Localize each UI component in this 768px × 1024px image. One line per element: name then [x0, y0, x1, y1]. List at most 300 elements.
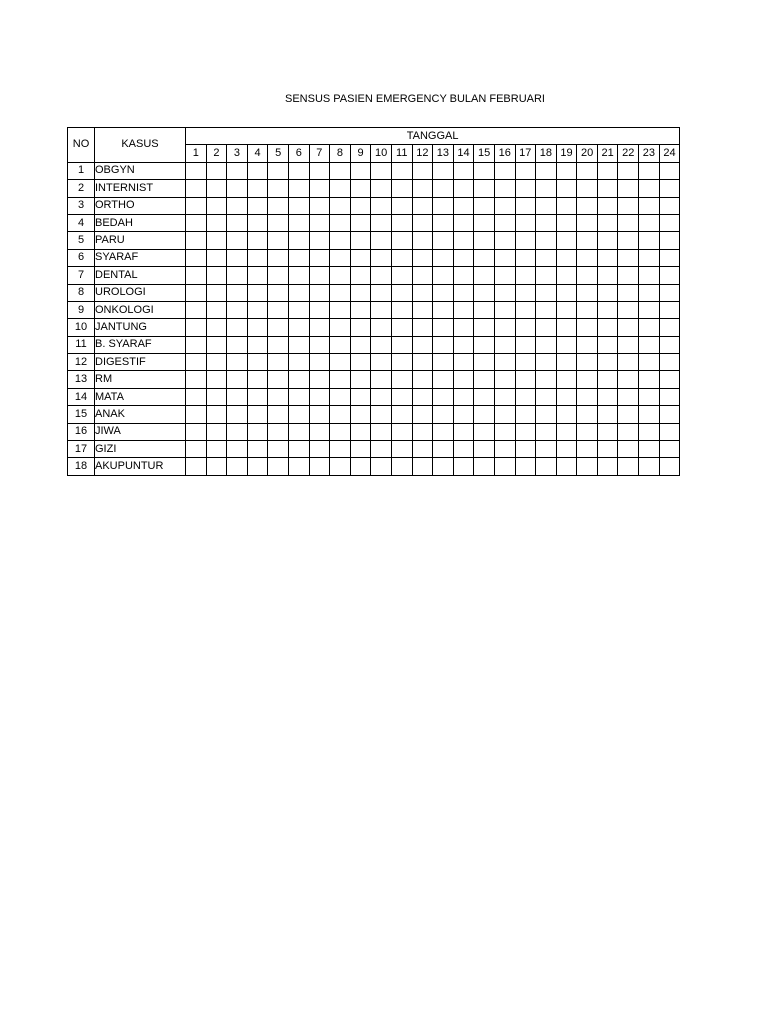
day-cell [494, 388, 515, 405]
day-cell [556, 388, 577, 405]
day-cell [536, 214, 557, 231]
row-number: 16 [68, 423, 95, 440]
day-cell [494, 458, 515, 475]
day-cell [515, 371, 536, 388]
day-cell [227, 458, 248, 475]
day-header-14: 14 [453, 145, 474, 162]
day-cell [556, 354, 577, 371]
day-cell [494, 180, 515, 197]
day-cell [330, 423, 351, 440]
day-cell [453, 354, 474, 371]
day-cell [247, 197, 268, 214]
day-cell [556, 301, 577, 318]
day-cell [227, 336, 248, 353]
day-cell [618, 423, 639, 440]
day-cell [536, 441, 557, 458]
day-cell [371, 441, 392, 458]
day-cell [227, 354, 248, 371]
day-cell [659, 336, 680, 353]
row-number: 4 [68, 214, 95, 231]
day-cell [618, 180, 639, 197]
day-cell [453, 284, 474, 301]
day-cell [350, 371, 371, 388]
day-header-17: 17 [515, 145, 536, 162]
day-cell [494, 301, 515, 318]
day-cell [618, 197, 639, 214]
day-cell [659, 180, 680, 197]
day-cell [350, 336, 371, 353]
day-cell [350, 301, 371, 318]
day-cell [536, 354, 557, 371]
day-cell [536, 284, 557, 301]
day-cell [474, 197, 495, 214]
day-cell [371, 458, 392, 475]
day-cell [536, 197, 557, 214]
day-cell [433, 197, 454, 214]
day-cell [433, 301, 454, 318]
row-number: 15 [68, 406, 95, 423]
day-cell [577, 354, 598, 371]
day-cell [350, 406, 371, 423]
day-cell [659, 232, 680, 249]
day-cell [391, 354, 412, 371]
row-number: 13 [68, 371, 95, 388]
day-cell [371, 214, 392, 231]
day-cell [639, 354, 660, 371]
day-cell [227, 197, 248, 214]
day-cell [268, 180, 289, 197]
day-cell [247, 249, 268, 266]
day-cell [639, 284, 660, 301]
day-cell [618, 458, 639, 475]
day-cell [330, 180, 351, 197]
day-cell [515, 197, 536, 214]
day-cell [659, 267, 680, 284]
day-cell [433, 388, 454, 405]
day-header-13: 13 [433, 145, 454, 162]
row-number: 3 [68, 197, 95, 214]
day-cell [474, 458, 495, 475]
day-cell [577, 214, 598, 231]
day-cell [247, 423, 268, 440]
day-cell [577, 441, 598, 458]
day-cell [453, 441, 474, 458]
day-header-7: 7 [309, 145, 330, 162]
day-cell [186, 301, 207, 318]
day-cell [577, 162, 598, 179]
day-cell [597, 214, 618, 231]
row-number: 2 [68, 180, 95, 197]
day-cell [474, 249, 495, 266]
day-cell [659, 406, 680, 423]
day-cell [288, 354, 309, 371]
day-cell [494, 162, 515, 179]
day-cell [330, 197, 351, 214]
day-cell [288, 214, 309, 231]
day-header-22: 22 [618, 145, 639, 162]
day-cell [639, 458, 660, 475]
day-cell [350, 180, 371, 197]
day-cell [515, 406, 536, 423]
day-cell [433, 249, 454, 266]
day-cell [247, 319, 268, 336]
census-table [67, 127, 680, 476]
day-cell [206, 319, 227, 336]
header-row-1 [68, 128, 680, 145]
day-cell [330, 441, 351, 458]
day-cell [536, 406, 557, 423]
day-cell [412, 371, 433, 388]
day-cell [433, 423, 454, 440]
day-cell [515, 284, 536, 301]
day-cell [659, 197, 680, 214]
day-cell [186, 406, 207, 423]
day-cell [391, 406, 412, 423]
day-cell [453, 249, 474, 266]
day-cell [639, 214, 660, 231]
table-row [68, 232, 680, 249]
day-cell [639, 371, 660, 388]
header-no: NO [68, 128, 95, 163]
day-cell [453, 336, 474, 353]
day-cell [618, 319, 639, 336]
day-cell [577, 284, 598, 301]
case-name: ORTHO [95, 197, 186, 214]
day-cell [309, 249, 330, 266]
case-name: BEDAH [95, 214, 186, 231]
day-cell [639, 336, 660, 353]
day-cell [453, 458, 474, 475]
day-cell [186, 180, 207, 197]
day-cell [597, 180, 618, 197]
day-cell [412, 441, 433, 458]
header-tanggal: TANGGAL [186, 128, 680, 145]
day-cell [659, 301, 680, 318]
day-cell [433, 214, 454, 231]
header-kasus: KASUS [95, 128, 186, 163]
row-number: 11 [68, 336, 95, 353]
day-cell [350, 197, 371, 214]
day-cell [597, 249, 618, 266]
day-cell [309, 354, 330, 371]
day-cell [330, 354, 351, 371]
day-cell [577, 336, 598, 353]
day-cell [268, 458, 289, 475]
day-cell [206, 388, 227, 405]
day-cell [597, 458, 618, 475]
day-cell [618, 354, 639, 371]
day-cell [515, 301, 536, 318]
day-cell [391, 249, 412, 266]
day-cell [186, 214, 207, 231]
day-cell [474, 180, 495, 197]
day-cell [494, 249, 515, 266]
case-name: JIWA [95, 423, 186, 440]
day-cell [288, 232, 309, 249]
table-row [68, 267, 680, 284]
day-cell [412, 249, 433, 266]
day-cell [618, 336, 639, 353]
day-cell [371, 197, 392, 214]
day-cell [577, 406, 598, 423]
day-cell [556, 406, 577, 423]
day-cell [412, 180, 433, 197]
day-cell [247, 180, 268, 197]
day-cell [227, 423, 248, 440]
day-cell [453, 162, 474, 179]
day-cell [577, 319, 598, 336]
day-cell [412, 319, 433, 336]
day-cell [412, 301, 433, 318]
day-cell [391, 197, 412, 214]
day-cell [597, 406, 618, 423]
day-cell [433, 371, 454, 388]
day-cell [247, 214, 268, 231]
day-cell [515, 388, 536, 405]
day-cell [659, 214, 680, 231]
day-cell [433, 267, 454, 284]
day-header-10: 10 [371, 145, 392, 162]
day-cell [391, 267, 412, 284]
day-cell [556, 284, 577, 301]
day-cell [494, 319, 515, 336]
day-cell [639, 423, 660, 440]
day-cell [618, 441, 639, 458]
day-cell [309, 336, 330, 353]
day-cell [515, 162, 536, 179]
day-cell [186, 336, 207, 353]
day-cell [391, 388, 412, 405]
day-cell [494, 214, 515, 231]
day-cell [288, 301, 309, 318]
day-cell [453, 180, 474, 197]
day-cell [659, 319, 680, 336]
table-row [68, 162, 680, 179]
row-number: 12 [68, 354, 95, 371]
day-cell [268, 232, 289, 249]
day-cell [639, 301, 660, 318]
day-cell [371, 284, 392, 301]
table-row [68, 249, 680, 266]
row-number: 5 [68, 232, 95, 249]
day-cell [391, 441, 412, 458]
day-cell [309, 301, 330, 318]
day-cell [536, 336, 557, 353]
day-cell [350, 441, 371, 458]
day-cell [639, 232, 660, 249]
day-cell [659, 371, 680, 388]
day-cell [247, 458, 268, 475]
day-cell [433, 162, 454, 179]
day-cell [659, 441, 680, 458]
day-cell [391, 336, 412, 353]
day-header-19: 19 [556, 145, 577, 162]
day-cell [371, 180, 392, 197]
day-cell [597, 319, 618, 336]
day-cell [577, 180, 598, 197]
day-cell [433, 458, 454, 475]
day-cell [515, 423, 536, 440]
day-cell [536, 388, 557, 405]
day-cell [371, 267, 392, 284]
case-name: ANAK [95, 406, 186, 423]
day-cell [597, 301, 618, 318]
day-cell [391, 232, 412, 249]
day-cell [556, 162, 577, 179]
day-cell [536, 319, 557, 336]
day-cell [391, 319, 412, 336]
day-cell [206, 336, 227, 353]
day-cell [577, 249, 598, 266]
day-cell [474, 319, 495, 336]
day-cell [186, 162, 207, 179]
day-cell [268, 249, 289, 266]
day-cell [474, 371, 495, 388]
day-cell [268, 197, 289, 214]
day-cell [577, 301, 598, 318]
day-cell [639, 406, 660, 423]
day-header-5: 5 [268, 145, 289, 162]
day-cell [474, 214, 495, 231]
day-cell [288, 197, 309, 214]
day-cell [391, 458, 412, 475]
day-cell [227, 180, 248, 197]
day-cell [206, 371, 227, 388]
day-cell [391, 423, 412, 440]
day-cell [618, 232, 639, 249]
day-cell [227, 162, 248, 179]
day-cell [350, 458, 371, 475]
day-cell [206, 267, 227, 284]
day-cell [659, 354, 680, 371]
day-cell [247, 371, 268, 388]
day-cell [391, 162, 412, 179]
day-cell [268, 301, 289, 318]
day-cell [556, 441, 577, 458]
row-number: 18 [68, 458, 95, 475]
table-row [68, 406, 680, 423]
day-cell [536, 162, 557, 179]
day-cell [494, 284, 515, 301]
day-cell [515, 354, 536, 371]
day-cell [659, 162, 680, 179]
day-cell [206, 441, 227, 458]
case-name: OBGYN [95, 162, 186, 179]
day-cell [577, 197, 598, 214]
day-cell [309, 441, 330, 458]
day-cell [453, 319, 474, 336]
table-row [68, 284, 680, 301]
day-cell [515, 180, 536, 197]
day-cell [186, 284, 207, 301]
day-cell [597, 336, 618, 353]
day-cell [186, 371, 207, 388]
day-cell [330, 301, 351, 318]
day-cell [597, 441, 618, 458]
day-cell [659, 388, 680, 405]
day-cell [453, 406, 474, 423]
day-cell [288, 336, 309, 353]
day-cell [556, 458, 577, 475]
day-cell [350, 162, 371, 179]
day-cell [412, 354, 433, 371]
day-cell [206, 214, 227, 231]
day-cell [288, 162, 309, 179]
day-cell [494, 354, 515, 371]
day-cell [597, 162, 618, 179]
day-cell [556, 214, 577, 231]
row-number: 1 [68, 162, 95, 179]
day-cell [350, 388, 371, 405]
day-cell [288, 406, 309, 423]
day-header-11: 11 [391, 145, 412, 162]
day-cell [247, 162, 268, 179]
day-cell [371, 371, 392, 388]
day-cell [494, 406, 515, 423]
day-cell [618, 388, 639, 405]
day-header-8: 8 [330, 145, 351, 162]
day-cell [371, 249, 392, 266]
day-cell [474, 284, 495, 301]
day-cell [227, 388, 248, 405]
day-cell [350, 249, 371, 266]
day-cell [412, 458, 433, 475]
day-cell [453, 423, 474, 440]
day-header-16: 16 [494, 145, 515, 162]
day-cell [618, 162, 639, 179]
day-cell [391, 371, 412, 388]
day-cell [206, 197, 227, 214]
day-header-6: 6 [288, 145, 309, 162]
day-cell [288, 249, 309, 266]
day-cell [659, 249, 680, 266]
day-header-20: 20 [577, 145, 598, 162]
document-title: SENSUS PASIEN EMERGENCY BULAN FEBRUARI [285, 93, 545, 105]
day-cell [227, 249, 248, 266]
day-cell [350, 354, 371, 371]
day-cell [515, 267, 536, 284]
day-cell [577, 388, 598, 405]
day-cell [371, 162, 392, 179]
day-cell [597, 371, 618, 388]
day-cell [371, 319, 392, 336]
day-cell [412, 284, 433, 301]
day-cell [639, 249, 660, 266]
day-cell [247, 284, 268, 301]
day-cell [186, 267, 207, 284]
day-cell [433, 284, 454, 301]
day-header-2: 2 [206, 145, 227, 162]
day-cell [206, 301, 227, 318]
day-cell [309, 284, 330, 301]
row-number: 7 [68, 267, 95, 284]
case-name: GIZI [95, 441, 186, 458]
case-name: B. SYARAF [95, 336, 186, 353]
table-row [68, 371, 680, 388]
row-number: 8 [68, 284, 95, 301]
day-cell [330, 406, 351, 423]
day-cell [474, 162, 495, 179]
case-name: UROLOGI [95, 284, 186, 301]
case-name: INTERNIST [95, 180, 186, 197]
day-cell [494, 197, 515, 214]
day-cell [268, 388, 289, 405]
day-cell [309, 214, 330, 231]
table-row [68, 336, 680, 353]
day-cell [433, 180, 454, 197]
day-cell [227, 406, 248, 423]
day-cell [206, 458, 227, 475]
